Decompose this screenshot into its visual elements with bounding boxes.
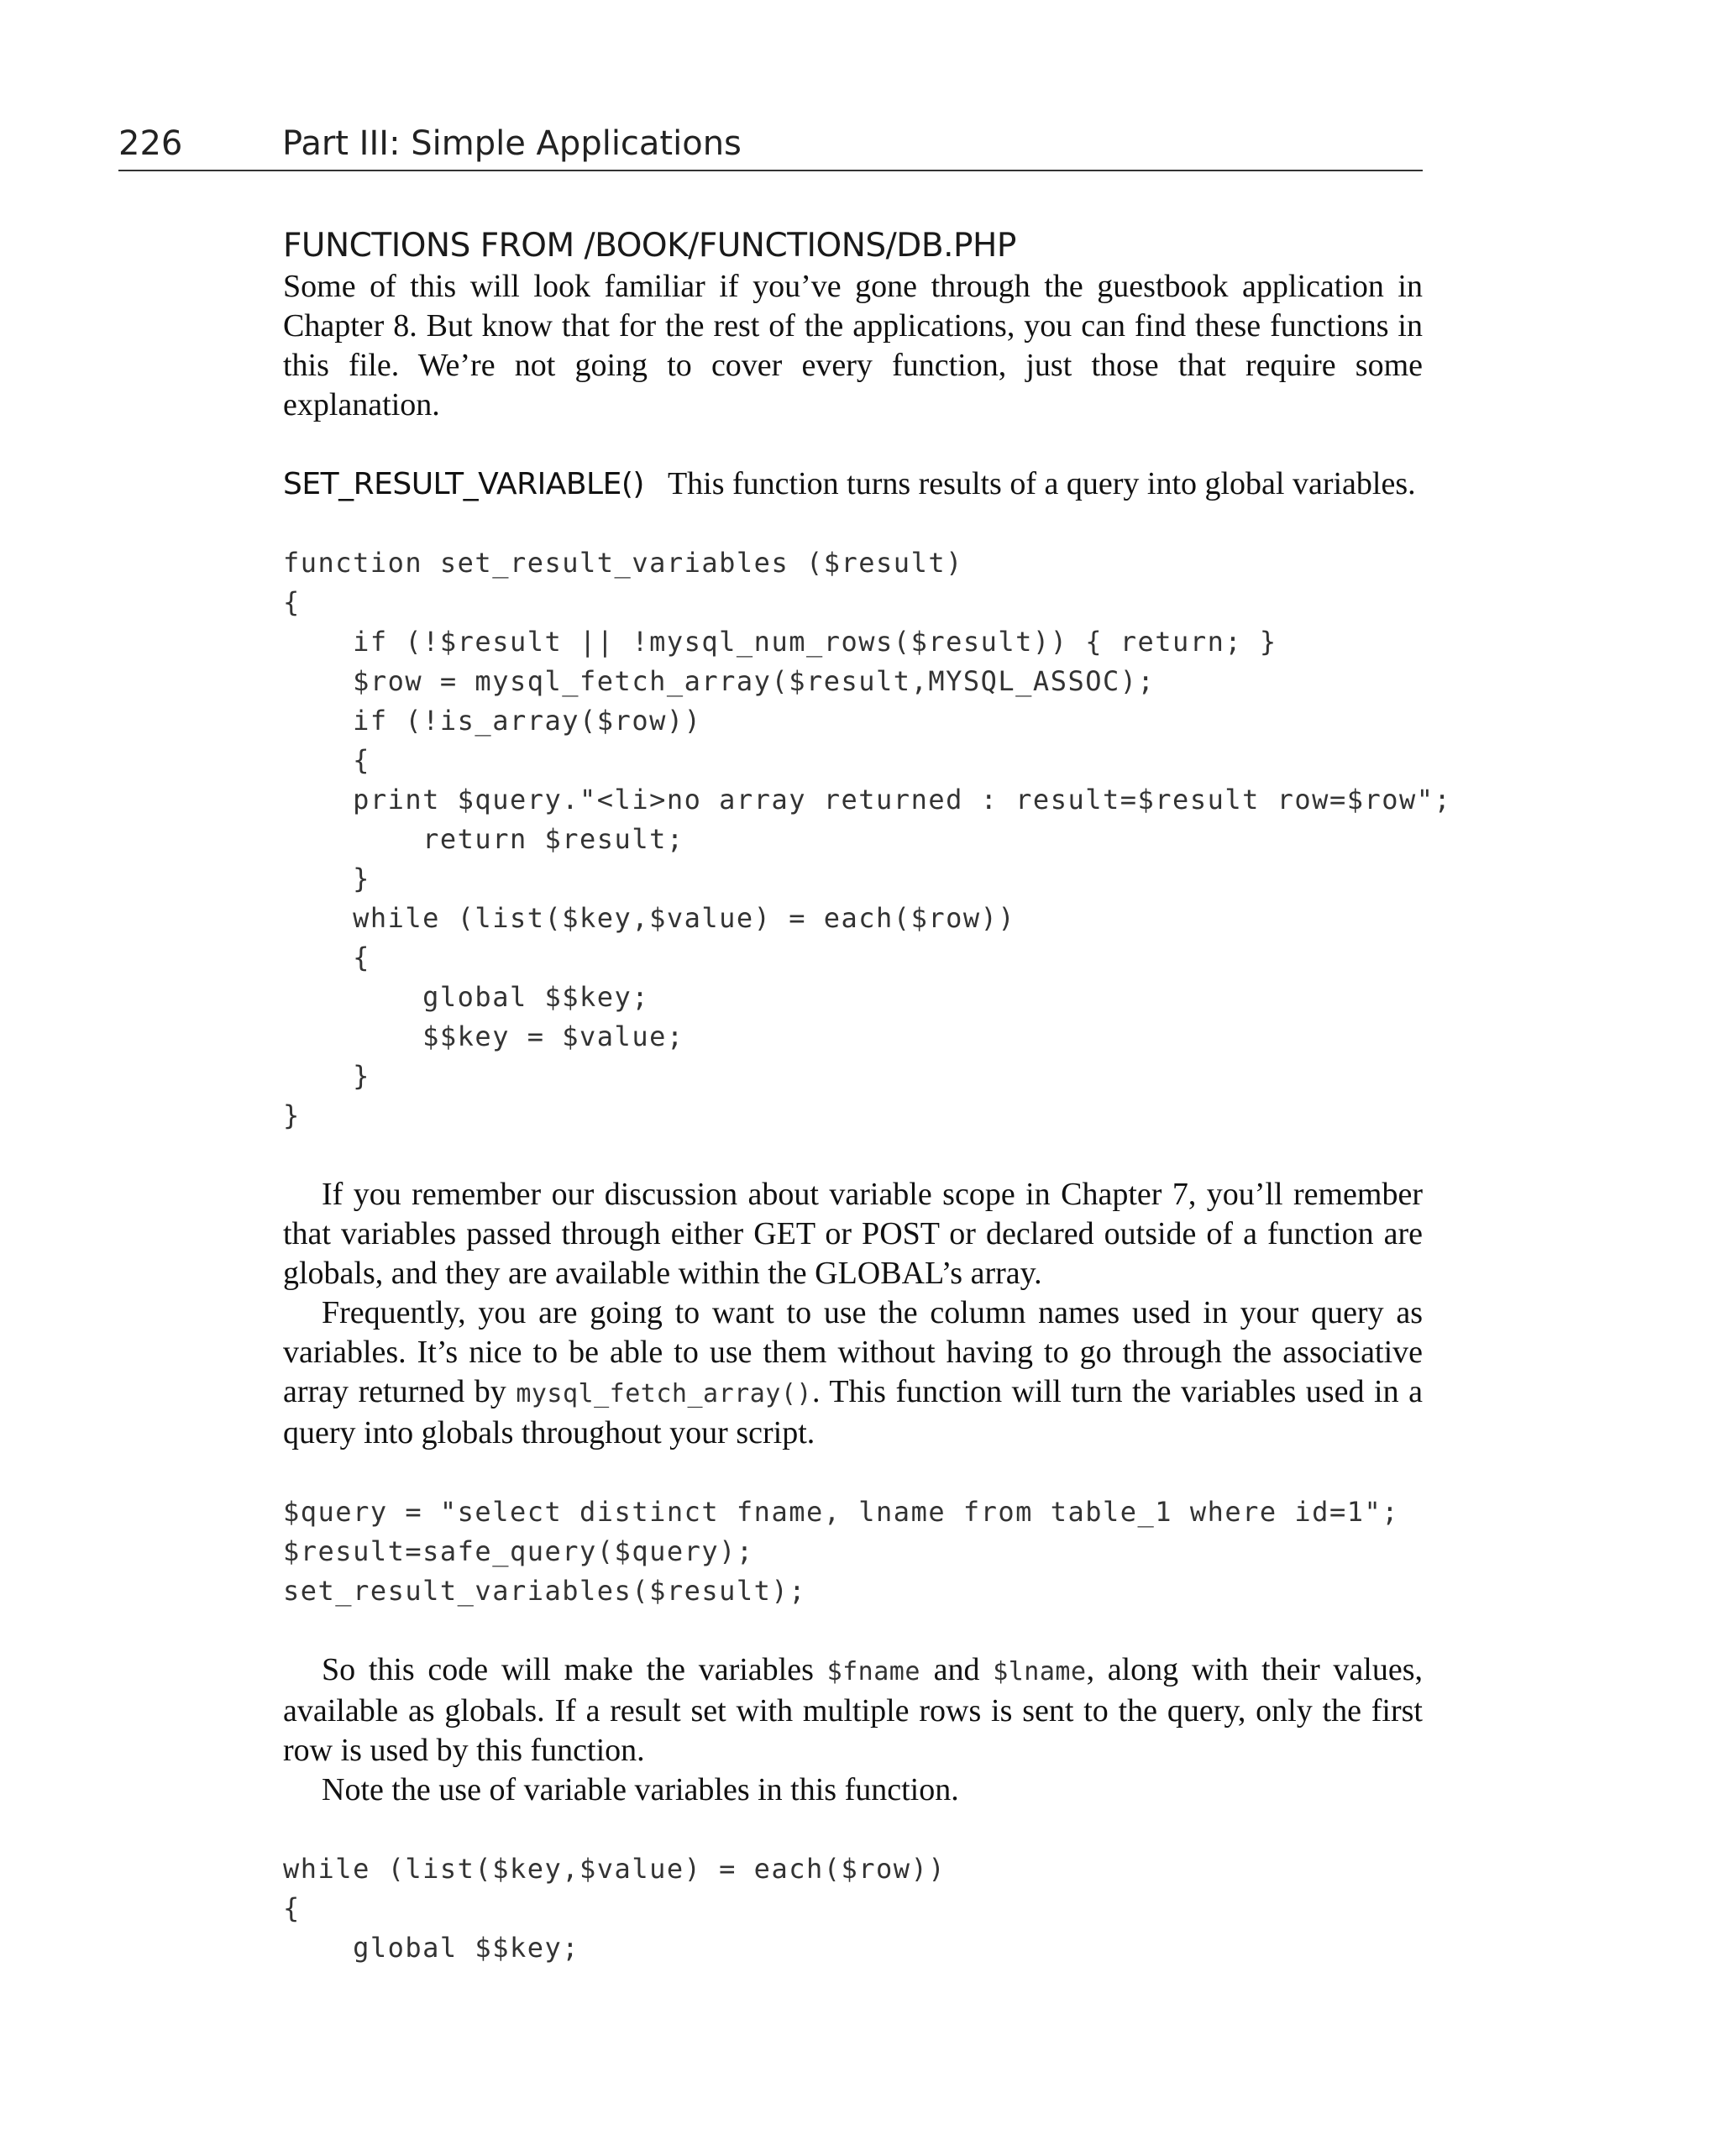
inline-code: $lname xyxy=(993,1657,1087,1687)
page-body xyxy=(283,225,1452,1968)
part-title: Part III: Simple Applications xyxy=(282,124,742,163)
section-heading: FUNCTIONS FROM /BOOK/FUNCTIONS/DB.PHP xyxy=(283,227,1016,265)
globals-paragraph: So this code will make the variables $fname and $lname, along with their values, available as globals. If a result set with multiple rows is sent to the query, only the first row is used by this function. xyxy=(283,1652,1423,1768)
scope-paragraph: If you remember our discussion about variable scope in Chapter 7, you’ll remember that variables passed through either GET or POST or declared outside of a function are globals, and they are available within the GLOBAL’s array. xyxy=(283,1177,1423,1291)
intro-paragraph: Some of this will look familiar if you’ve gone through the guestbook application in Chapter 8. But know that for the rest of the applications, you can find these functions in this file. We’re not going to cover every function, just those that require some explanation. xyxy=(283,269,1423,422)
page-number: 226 xyxy=(118,124,183,163)
runin-text: This function turns results of a query into global variables. xyxy=(667,466,1416,501)
code-block-set-result-variables: function set_result_variables ($result) { if (!$result || !mysql_num_rows($result)) { return; } $row = mysql_fetch_array($result,MYSQL_ASSOC); if (!is_array($row)) { print $query."<li>no array returned : result=$result row=$row"; return $result; } while (list($key,$value) = each($row)) { global $$key; $$key = $value; } } xyxy=(283,547,1452,1131)
code-block-while-loop: while (list($key,$value) = each($row)) { global $$key; xyxy=(283,1853,947,1964)
column-names-paragraph: Frequently, you are going to want to use the column names used in your query as variables. It’s nice to be able to use them without having to go through the associative array returned by mysql_fetch_array(). This function will turn the variables used in a query into globals throughout your script. xyxy=(283,1295,1423,1450)
inline-code: mysql_fetch_array() xyxy=(516,1379,812,1408)
variable-variables-paragraph: Note the use of variable variables in this function. xyxy=(322,1772,959,1807)
runin-heading: SET_RESULT_VARIABLE() xyxy=(283,467,644,501)
subsection-paragraph xyxy=(283,464,1423,504)
running-header xyxy=(118,118,1423,171)
code-block-query-example: $query = "select distinct fname, lname from table_1 where id=1"; $result=safe_query($query); set_result_variables($result); xyxy=(283,1496,1399,1607)
inline-code: $fname xyxy=(826,1657,920,1687)
